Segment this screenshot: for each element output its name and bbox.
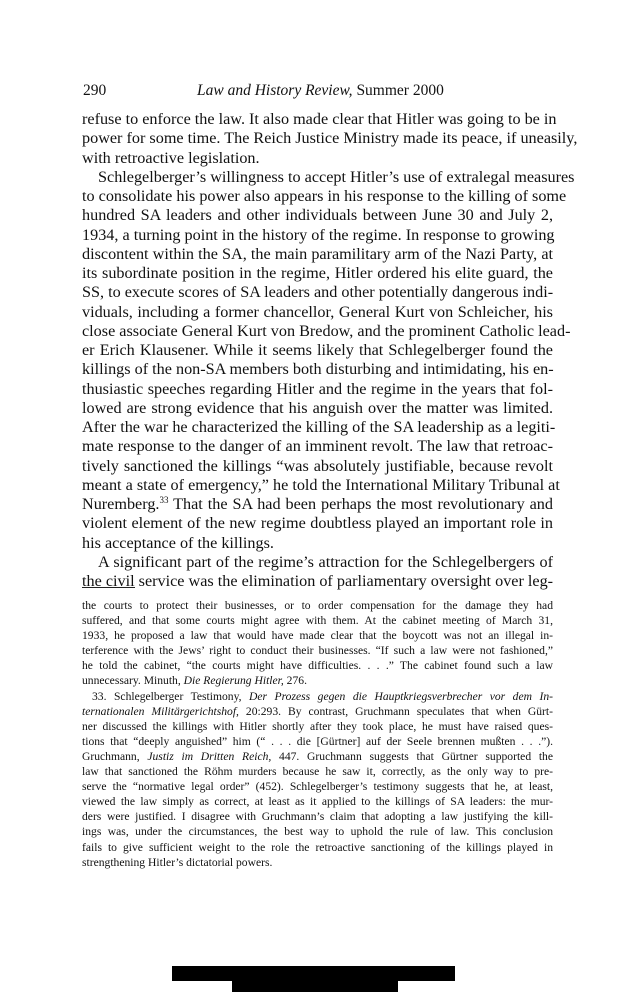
cited-title: ternationalen Militärgerichtshof, (82, 704, 239, 718)
footnote-33-line (82, 704, 553, 719)
text-line: A significant part of the regime’s attraction for the Schlegelbergers of (98, 552, 553, 571)
footnote-33-line: fails to give sufficient weight to the role the retroactive sanctioning of the killings played in (82, 840, 553, 854)
text-fragment: 447. Gruchmann suggests that Gürtner supported the (271, 749, 553, 763)
text-line: Schlegelberger’s willingness to accept Hitler’s use of extralegal measures (98, 167, 575, 186)
footnote-33-line (82, 689, 553, 704)
footnote-rule (82, 587, 135, 588)
cited-title: Der Prozess gegen die Hauptkriegsverbrecher vor dem In- (249, 689, 553, 703)
text-line: viduals, including a former chancellor, General Kurt von Schleicher, his (82, 302, 553, 321)
scan-redaction-bar (232, 978, 398, 992)
cited-title: Justiz im Dritten Reich, (147, 749, 272, 763)
text-line: his acceptance of the killings. (82, 533, 274, 552)
footnote-33-line: ings was, under the circumstances, the best way to uphold the rule of law. This conclusion (82, 825, 553, 839)
text-line: meant a state of emergency,” he told the International Military Tribunal at (82, 475, 560, 494)
footnote-line: he told the cabinet, “the courts might have difficulties. . . .” The cabinet found such a law (82, 659, 553, 673)
footnotes (82, 598, 553, 870)
footnote-33-line: ner discussed the killings with Hitler shortly after they took place, he must have raised ques- (82, 719, 553, 733)
text-fragment: 276. (283, 674, 307, 688)
text-line: close associate General Kurt von Bredow, and the prominent Catholic lead- (82, 321, 571, 340)
journal-title: Law and History Review, (197, 82, 353, 99)
footnote-33-line: strengthening Hitler’s dictatorial powers. (82, 855, 273, 869)
text-line: to consolidate his power also appears in his response to the killing of some (82, 187, 567, 205)
footnote-line: terference with the Jews’ right to conduct their businesses. “If such a law were not fashioned,” (82, 644, 553, 658)
footnote-reference: 33 (159, 495, 169, 505)
text-fragment: Gruchmann, (82, 749, 148, 763)
text-line: the civil service was the elimination of parliamentary oversight over leg- (82, 572, 554, 590)
journal-issue: Summer 2000 (352, 82, 444, 99)
footnote-33-line: viewed the law simply as correct, at least as it applied to the killings of SA leaders: the mur- (82, 795, 553, 809)
text-line: its subordinate position in the regime, Hitler ordered his elite guard, the (82, 264, 553, 282)
cited-title: Die Regierung Hitler, (183, 674, 284, 688)
text-line: killings of the non-SA members both disturbing and intimidating, his en- (82, 360, 554, 379)
text-line: tively sanctioned the killings “was absolutely justifiable, because revolt (82, 456, 553, 475)
text-line (82, 495, 553, 514)
text-line: thusiastic speeches regarding Hitler and the regime in the years that fol- (82, 379, 553, 398)
text-fragment: Nuremberg. (82, 495, 160, 513)
footnote-line: suffered, and that some courts might agree with them. At the cabinet meeting of March 31, (82, 614, 553, 628)
text-line: er Erich Klausener. While it seems likely that Schlegelberger found the (82, 341, 553, 359)
footnote-33-line: law that sanctioned the Röhm murders because he saw it, correctly, as the only way to pre- (82, 765, 553, 779)
running-header (80, 82, 550, 102)
footnote-33-line (82, 749, 553, 764)
text-line: SS, to execute scores of SA leaders and other potentially dangerous indi- (82, 283, 554, 302)
text-fragment: That the SA had been perhaps the most revolutionary and (168, 495, 553, 513)
text-fragment: 33. Schlegelberger Testimony, (92, 689, 249, 703)
text-line: After the war he characterized the killing of the SA leadership as a legiti- (82, 418, 556, 436)
text-line: 1934, a turning point in the history of the regime. In response to growing (82, 225, 555, 244)
footnote-33-line: tions that “deeply anguished” him (“ . . . die [Gürtner] auf der Seele brennen mußten . . .”). (82, 734, 553, 748)
footnote-33-line: ders were justified. I disagree with Gruchmann’s claim that adopting a law justifying the kill- (82, 810, 553, 824)
text-fragment: unnecessary. Minuth, (82, 674, 184, 688)
text-line: lowed are strong evidence that his anguish over the matter was limited. (82, 398, 553, 417)
footnote-line: 1933, he proposed a law that would have made clear that the boycott was not an illegal in- (82, 629, 553, 643)
footnote-line (82, 673, 553, 688)
text-line: refuse to enforce the law. It also made clear that Hitler was going to be in (82, 110, 557, 128)
main-text (82, 110, 578, 591)
footnote-33-line: serve the “normative legal order” (452). Schlegelberger’s testimony suggests that he, at least, (82, 780, 553, 794)
running-title (197, 82, 444, 100)
text-line: with retroactive legislation. (82, 148, 260, 167)
footnote-line: the courts to protect their businesses, or to order compensation for the damage they had (82, 599, 553, 612)
text-line: hundred SA leaders and other individuals between June 30 and July 2, (82, 206, 553, 225)
text-line: mate response to the danger of an imminent revolt. The law that retroac- (82, 437, 553, 456)
text-line: discontent within the SA, the main paramilitary arm of the Nazi Party, at (82, 244, 553, 263)
page-number: 290 (83, 82, 107, 99)
text-fragment: 20:293. By contrast, Gruchmann speculates that when Gürt- (238, 704, 553, 718)
text-line: violent element of the new regime doubtless played an important role in (82, 514, 553, 533)
text-line: power for some time. The Reich Justice Ministry made its peace, if uneasily, (82, 129, 578, 148)
